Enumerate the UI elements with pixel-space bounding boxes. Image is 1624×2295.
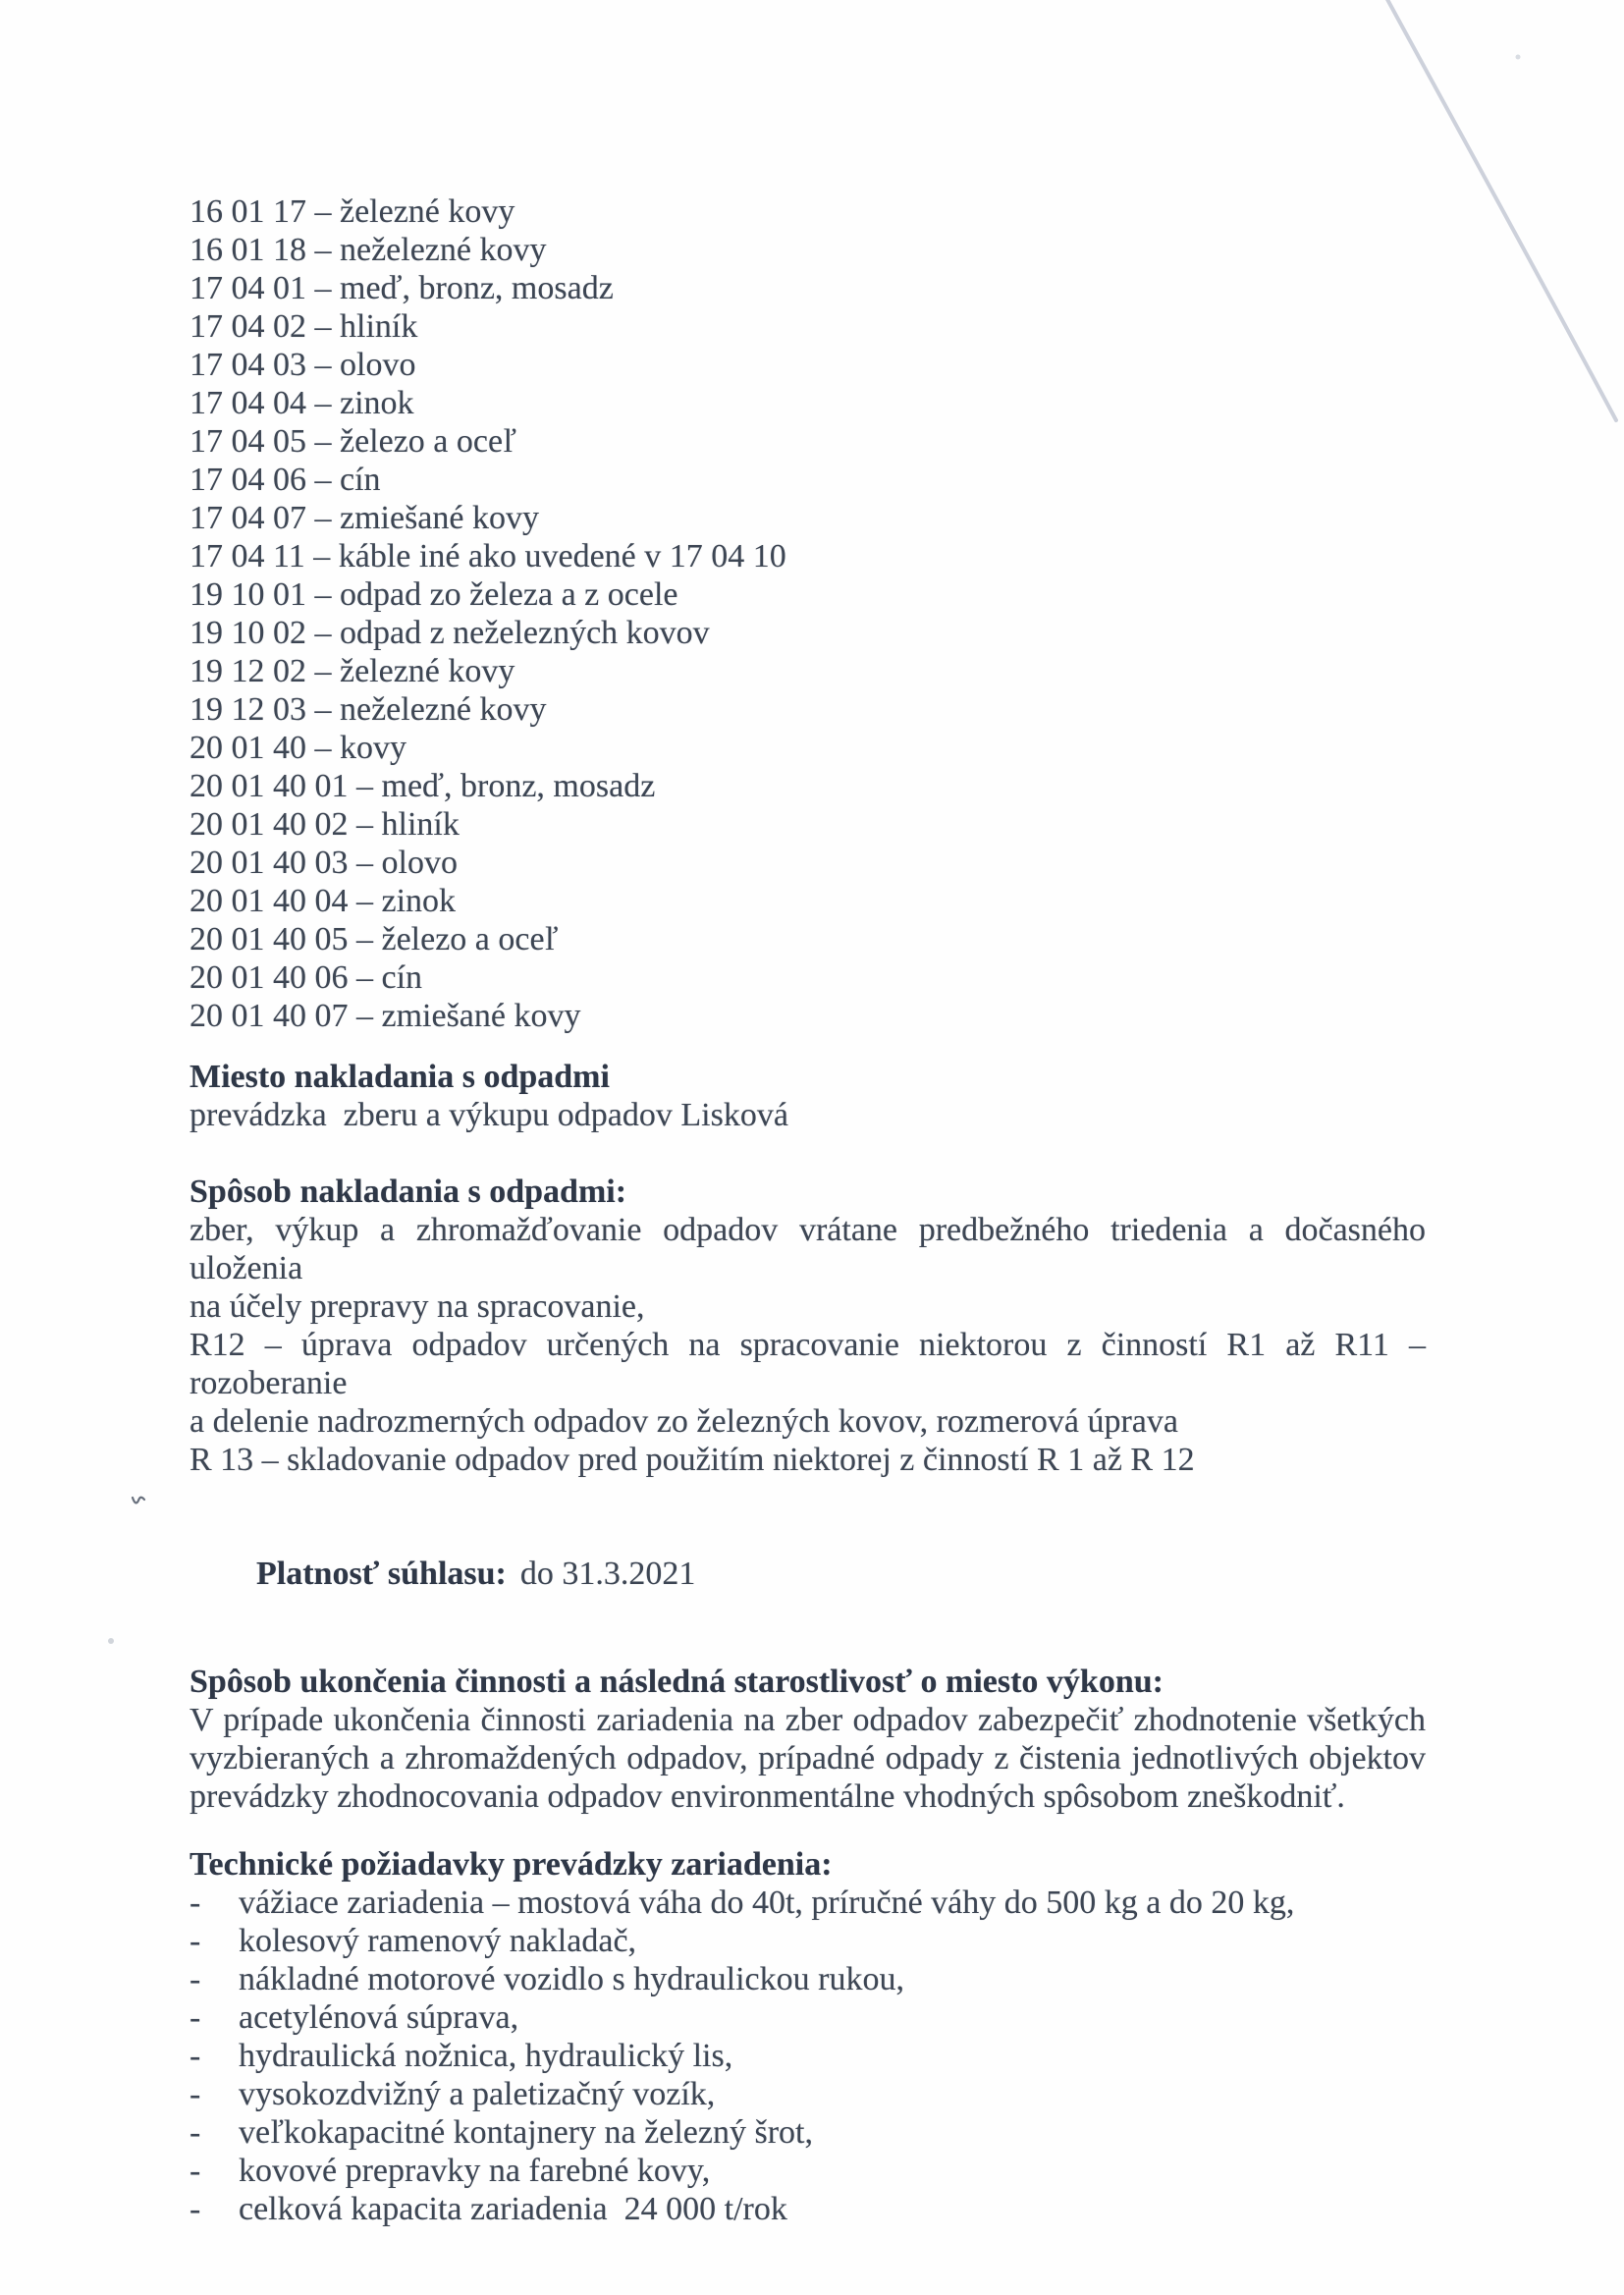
bullet-dash: - (189, 2153, 201, 2189)
ink-speck (133, 1498, 144, 1503)
waste-code-line: 19 10 01 – odpad zo železa a z ocele (189, 576, 678, 613)
platnost-value: do 31.3.2021 (519, 1556, 696, 1592)
bullet-item-label: vážiace zariadenia – mostová váha do 40t, príručné váhy do 500 kg a do 20 kg, (239, 1885, 1295, 1921)
section-platnost-suhlasu (189, 1516, 1426, 1631)
paragraph-line: R12 – úprava odpadov určených na spracovanie niektorou z činností R1 až R11 – rozoberanie (189, 1327, 1435, 1401)
paragraph-line: vyzbieraných a zhromaždených odpadov, prípadné odpady z čistenia jednotlivých objektov (189, 1740, 1426, 1776)
bullet-item-label: vysokozdvižný a paletizačný vozík, (239, 2076, 716, 2112)
bullet-item-label: hydraulická nožnica, hydraulický lis, (239, 2038, 733, 2074)
paragraph-line: na účely prepravy na spracovanie, (189, 1288, 645, 1325)
bullet-dash: - (189, 2114, 201, 2151)
waste-code-line: 17 04 02 – hliník (189, 308, 418, 345)
section-heading: Miesto nakladania s odpadmi (189, 1059, 610, 1095)
bullet-dash: - (189, 2191, 201, 2227)
section-miesto-nakladania (189, 1058, 1426, 1134)
section-heading: Platnosť súhlasu: (256, 1556, 507, 1592)
section-sposob-ukoncenia (189, 1663, 1426, 1816)
bullet-item-label: veľkokapacitné kontajnery na železný šrot, (239, 2114, 813, 2151)
section-sposob-nakladania (189, 1173, 1435, 1479)
bullet-item-label: kovové prepravky na farebné kovy, (239, 2153, 711, 2189)
waste-code-line: 20 01 40 06 – cín (189, 959, 423, 996)
waste-code-line: 17 04 03 – olovo (189, 347, 416, 383)
section-paragraph (189, 1701, 1426, 1816)
paragraph-line: zber, výkup a zhromažďovanie odpadov vrátane predbežného triedenia a dočasného uloženia (189, 1212, 1435, 1286)
bullet-item-label: nákladné motorové vozidlo s hydraulickou rukou, (239, 1961, 904, 1997)
bullet-dash: - (189, 1999, 201, 2036)
document-content (189, 192, 1435, 2228)
waste-code-line: 20 01 40 01 – meď, bronz, mosadz (189, 768, 656, 804)
paragraph-line: a delenie nadrozmerných odpadov zo železných kovov, rozmerová úprava (189, 1403, 1178, 1440)
waste-code-line: 17 04 05 – železo a oceľ (189, 423, 516, 460)
bullet-item-label: kolesový ramenový nakladač, (239, 1923, 637, 1959)
bullet-item (189, 2190, 1426, 2228)
bullet-item (189, 1998, 1426, 2037)
waste-code-line: 19 12 03 – neželezné kovy (189, 691, 547, 728)
waste-code-line: 20 01 40 05 – železo a oceľ (189, 921, 559, 957)
waste-code-line: 16 01 18 – neželezné kovy (189, 232, 547, 268)
waste-code-line: 17 04 07 – zmiešané kovy (189, 500, 539, 536)
section-technicke-poziadavky (189, 1845, 1426, 2228)
paragraph-line: prevádzky zhodnocovania odpadov environmentálne vhodných spôsobom zneškodniť. (189, 1778, 1345, 1815)
ink-speck (108, 1638, 114, 1644)
waste-code-line: 17 04 06 – cín (189, 462, 381, 498)
bullet-list (189, 1884, 1426, 2228)
waste-code-line: 19 10 02 – odpad z neželezných kovov (189, 615, 710, 651)
bullet-item (189, 1884, 1426, 1922)
ink-speck (1516, 55, 1521, 60)
bullet-item (189, 1922, 1426, 1960)
bullet-item-label: celková kapacita zariadenia 24 000 t/rok (239, 2191, 787, 2227)
waste-code-list (189, 192, 1426, 1035)
waste-code-line: 16 01 17 – železné kovy (189, 193, 515, 230)
paragraph-line: R 13 – skladovanie odpadov pred použitím niektorej z činností R 1 až R 12 (189, 1442, 1195, 1478)
bullet-item (189, 2152, 1426, 2190)
bullet-item (189, 2113, 1426, 2152)
bullet-dash: - (189, 1923, 201, 1959)
bullet-dash: - (189, 2076, 201, 2112)
section-body-line: prevádzka zberu a výkupu odpadov Lisková (189, 1097, 788, 1133)
section-heading: Technické požiadavky prevádzky zariadenia: (189, 1846, 833, 1883)
bullet-item-label: acetylénová súprava, (239, 1999, 519, 2036)
bullet-dash: - (189, 2038, 201, 2074)
waste-code-line: 20 01 40 03 – olovo (189, 845, 458, 881)
section-heading: Spôsob ukončenia činnosti a následná starostlivosť o miesto výkonu: (189, 1664, 1164, 1700)
waste-code-line: 20 01 40 04 – zinok (189, 883, 457, 919)
platnost-line (189, 1516, 1426, 1631)
waste-code-line: 20 01 40 – kovy (189, 730, 406, 766)
bullet-dash: - (189, 1885, 201, 1921)
waste-code-line: 20 01 40 07 – zmiešané kovy (189, 998, 581, 1034)
bullet-item (189, 1960, 1426, 1998)
section-heading: Spôsob nakladania s odpadmi: (189, 1174, 627, 1210)
waste-code-line: 17 04 01 – meď, bronz, mosadz (189, 270, 614, 306)
bullet-item (189, 2075, 1426, 2113)
section-paragraph (189, 1211, 1435, 1479)
bullet-item (189, 2037, 1426, 2075)
bullet-dash: - (189, 1961, 201, 1997)
waste-code-line: 17 04 04 – zinok (189, 385, 414, 421)
waste-code-line: 20 01 40 02 – hliník (189, 806, 460, 843)
waste-code-line: 17 04 11 – káble iné ako uvedené v 17 04 10 (189, 538, 786, 574)
paragraph-line: V prípade ukončenia činnosti zariadenia na zber odpadov zabezpečiť zhodnotenie všetkých (189, 1702, 1426, 1738)
waste-code-line: 19 12 02 – železné kovy (189, 653, 515, 689)
